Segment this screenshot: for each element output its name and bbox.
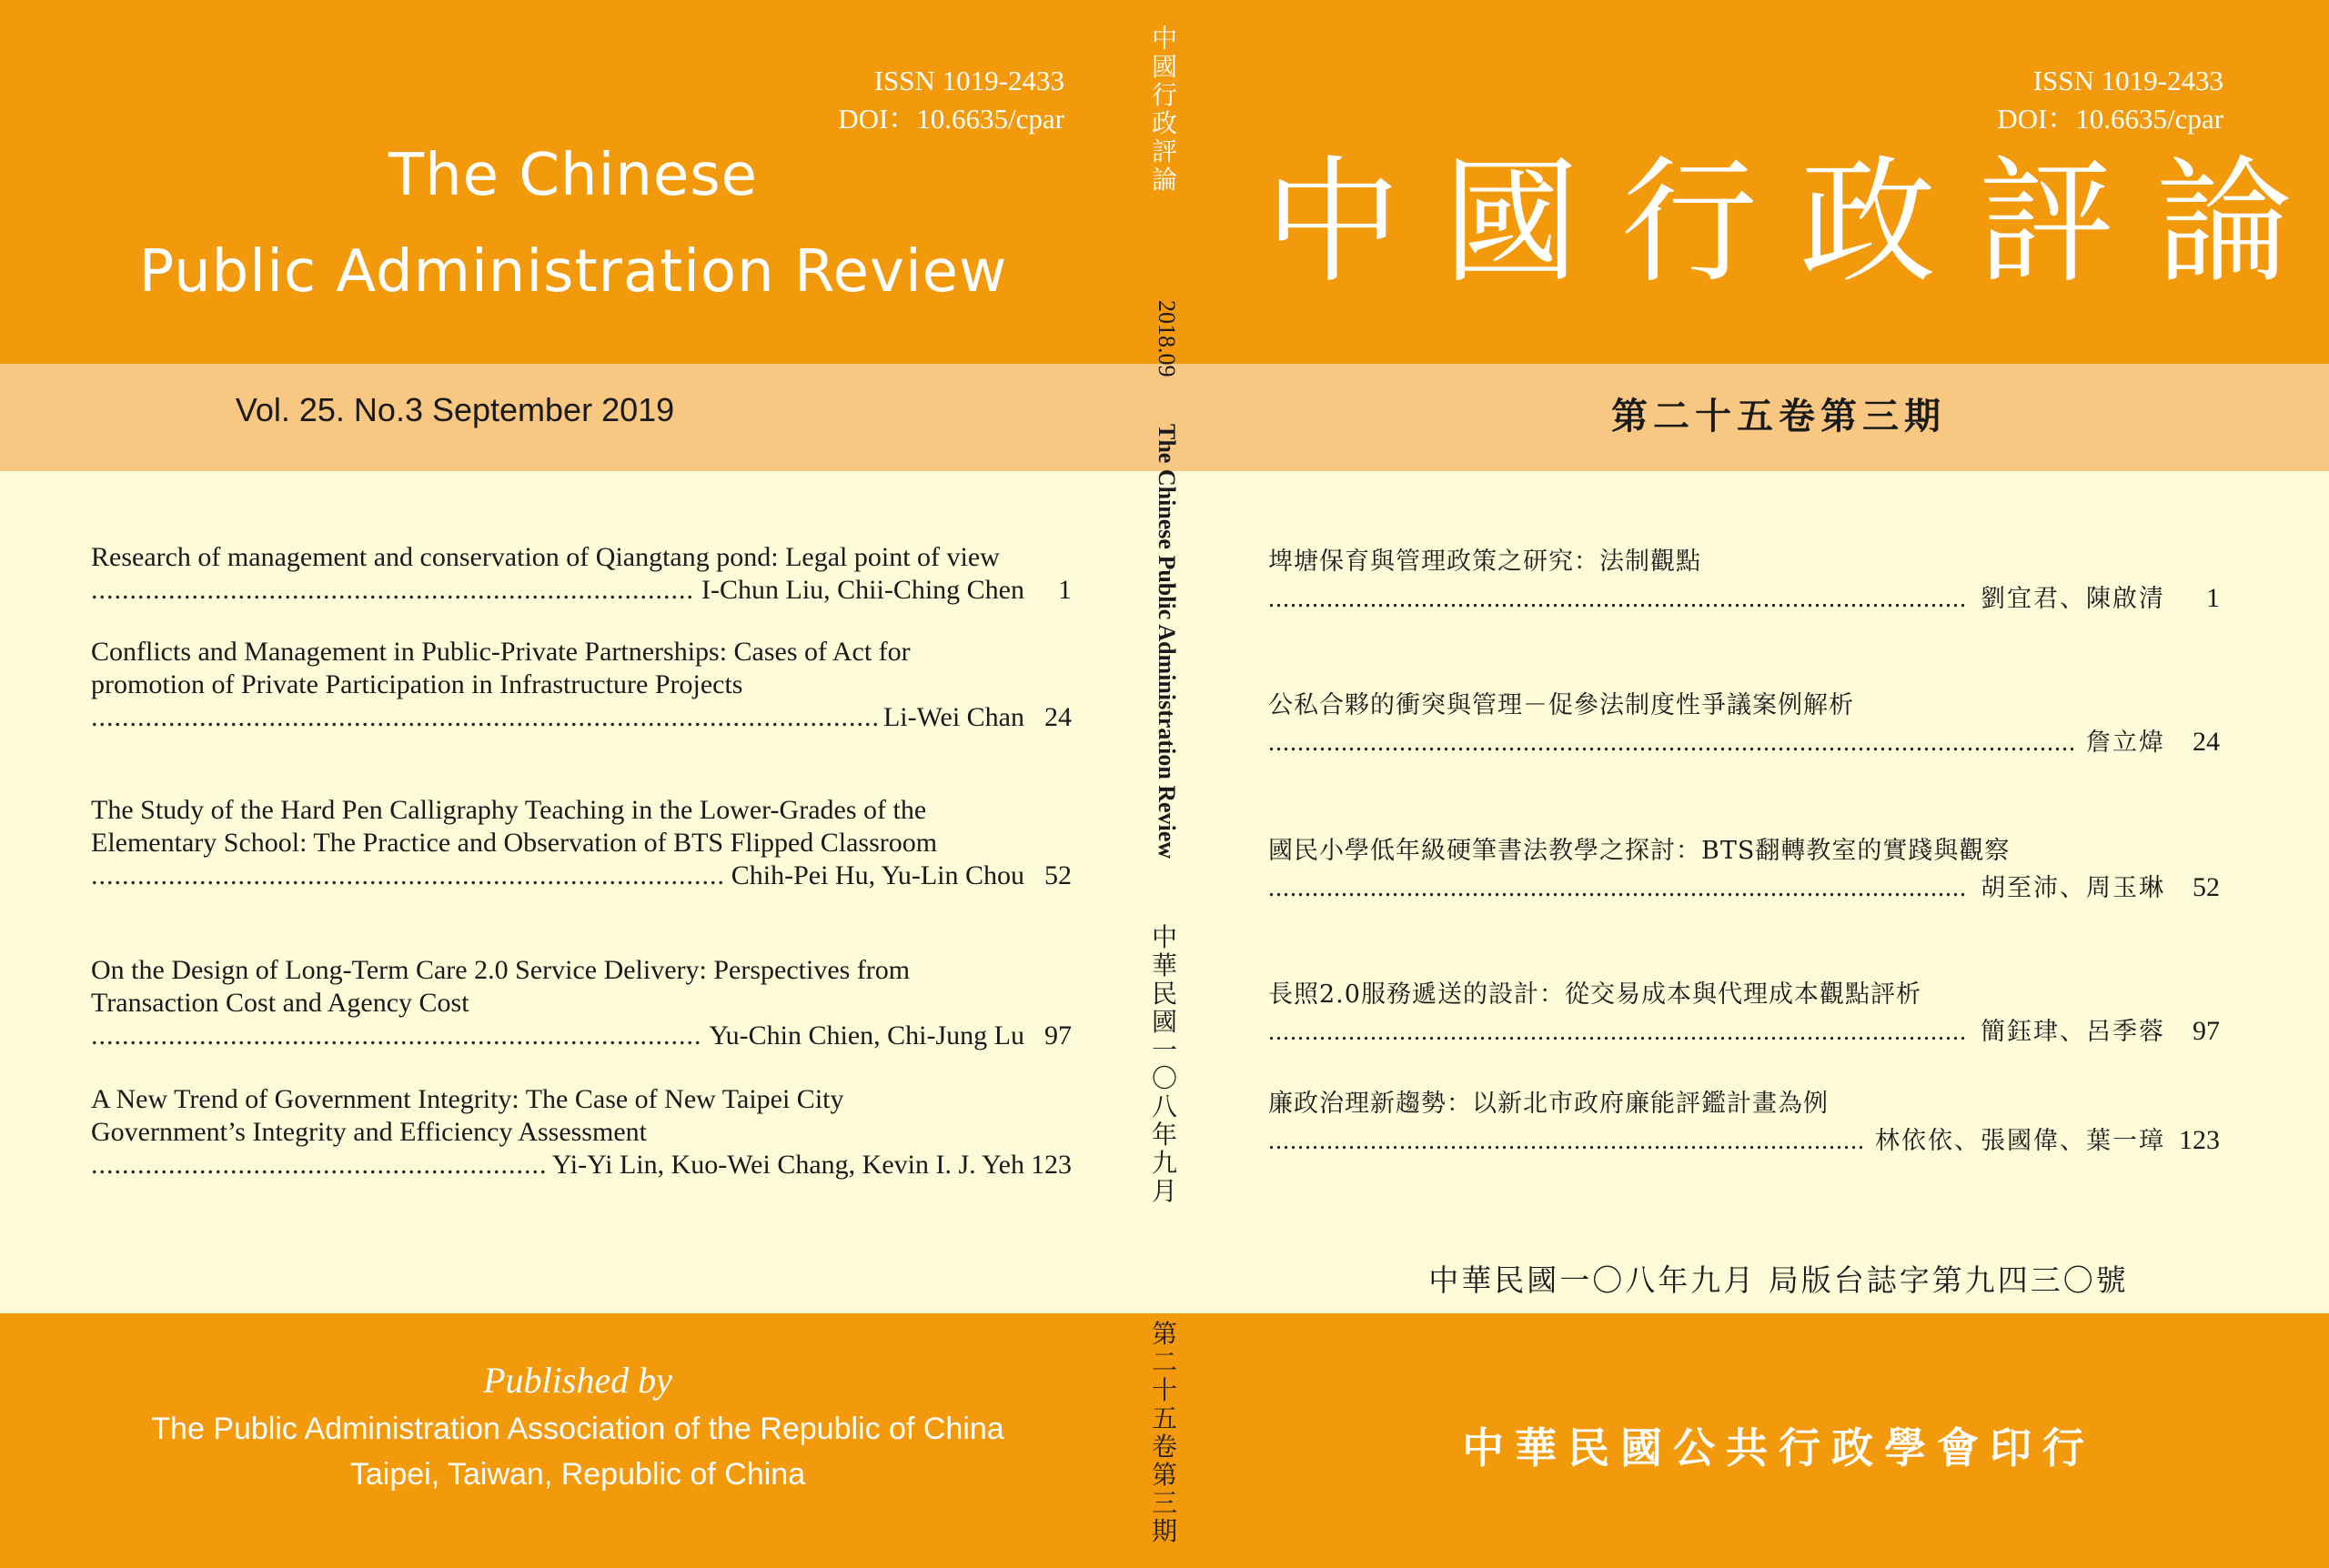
toc-page: 24 (2193, 727, 2220, 757)
toc-title-line: 公私合夥的衝突與管理－促參法制度性爭議案例解析 (1268, 691, 1854, 719)
dot-leader (1268, 870, 1968, 907)
toc-title-line: Conflicts and Management in Public-Private Partnerships: Cases of Act for (91, 637, 911, 667)
title-char: 評 (1977, 144, 2114, 302)
spine-date-char: 一 (1151, 1037, 1177, 1065)
toc-page: 97 (2193, 1016, 2220, 1046)
chinese-volume-label: 第二十五卷第三期 (1611, 395, 1946, 437)
toc-title-line: On the Design of Long-Term Care 2.0 Service Delivery: Perspectives from (91, 955, 911, 985)
spine-date-char: 中 (1151, 924, 1177, 952)
english-title-line1: The Chinese (388, 142, 759, 209)
toc-leader (91, 1020, 1072, 1052)
front-doi: DOI：10.6635/cpar (1997, 103, 2223, 135)
toc-title-line: Government’s Integrity and Efficiency Assessment (91, 1117, 647, 1147)
dot-leader (1268, 1123, 1862, 1160)
spine-volume-char: 十 (1151, 1377, 1177, 1405)
spine-title-en: The Chinese Public Administration Review (1154, 424, 1180, 859)
toc-page: 24 (1044, 702, 1072, 732)
toc-authors: 林依依、張國偉、葉一璋 (1875, 1127, 2165, 1155)
front-cover (1228, 0, 2329, 1568)
toc-title-line: Transaction Cost and Agency Cost (91, 988, 469, 1018)
spine-date-char: 八 (1151, 1093, 1177, 1121)
spine-title-char: 國 (1151, 54, 1177, 82)
toc-leader (91, 701, 1072, 734)
toc-page: 123 (1031, 1150, 1072, 1180)
toc-authors: Yu-Chin Chien, Chi-Jung Lu (709, 1020, 1024, 1050)
title-char: 中 (1265, 144, 1402, 302)
spine-date-char: 國 (1151, 1009, 1177, 1037)
published-by: Published by (483, 1360, 672, 1401)
back-doi: DOI：10.6635/cpar (838, 103, 1064, 135)
toc-title-line: A New Trend of Government Integrity: The Case of New Taipei City (91, 1084, 844, 1114)
toc-entry-en (91, 1083, 1072, 1181)
title-char: 國 (1442, 144, 1579, 302)
front-issn-block (1997, 62, 2223, 138)
toc-title-line: The Study of the Hard Pen Calligraphy Teaching in the Lower-Grades of the (91, 795, 927, 825)
spine-volume-char: 五 (1151, 1405, 1177, 1433)
english-volume-label: Vol. 25. No.3 September 2019 (235, 391, 675, 428)
spine-title-char: 政 (1151, 110, 1177, 138)
spine-title-char: 行 (1151, 82, 1177, 110)
dot-leader (1268, 581, 1968, 618)
spine-date-char: 民 (1151, 980, 1177, 1009)
toc-entry-en (91, 636, 1072, 734)
toc-authors: I-Chun Liu, Chii-Ching Chen (701, 575, 1024, 605)
toc-leader (1268, 1122, 2220, 1160)
publisher-location-en: Taipei, Taiwan, Republic of China (349, 1457, 806, 1492)
english-publisher-block (0, 1355, 1155, 1497)
spine-date-char: 〇 (1151, 1065, 1177, 1093)
spine-volume-char: 卷 (1151, 1433, 1177, 1462)
toc-leader (91, 859, 1072, 892)
toc-title-line: 長照2.0服務遞送的設計：從交易成本與代理成本觀點評析 (1268, 980, 1921, 1009)
spine-date-char: 九 (1151, 1150, 1177, 1178)
toc-leader (1268, 869, 2220, 907)
spine-volume-char: 期 (1151, 1518, 1177, 1546)
spine-title-char: 論 (1151, 166, 1177, 195)
toc-page: 1 (2206, 583, 2220, 613)
spine-title-cn (1128, 25, 1201, 195)
english-journal-title (0, 127, 1146, 320)
toc-authors: 詹立煒 (2086, 729, 2165, 757)
toc-authors: Yi-Yi Lin, Kuo-Wei Chang, Kevin I. J. Yeh (551, 1150, 1024, 1180)
dot-leader (91, 1020, 703, 1052)
title-char: 論 (2155, 144, 2293, 302)
spine-date-cn (1128, 924, 1201, 1206)
toc-entry-en (91, 794, 1072, 892)
toc-entry-en (91, 541, 1072, 607)
toc-leader (1268, 724, 2220, 761)
spine-date-char: 月 (1151, 1178, 1177, 1206)
toc-entry-cn (1268, 977, 2220, 1050)
toc-entry-cn (1268, 544, 2220, 618)
toc-title-line: 廉政治理新趨勢：以新北市政府廉能評鑑計畫為例 (1268, 1090, 1829, 1118)
toc-title-line: Research of management and conservation of Qiangtang pond: Legal point of view (91, 542, 1000, 572)
toc-title-line: 國民小學低年級硬筆書法教學之探討：BTS翻轉教室的實踐與觀察 (1268, 837, 2011, 865)
spine-volume-char: 三 (1151, 1490, 1177, 1518)
spine (1128, 0, 1201, 1568)
title-char: 行 (1620, 144, 1758, 302)
spine-title-char: 中 (1151, 25, 1177, 54)
spine-volume-char: 第 (1151, 1321, 1177, 1349)
toc-leader (91, 1149, 1072, 1181)
chinese-journal-title (1265, 146, 2293, 300)
toc-entry-cn (1268, 833, 2220, 907)
toc-entry-en (91, 954, 1072, 1052)
toc-title-line: Elementary School: The Practice and Observation of BTS Flipped Classroom (91, 828, 938, 858)
toc-title-line: promotion of Private Participation in Infrastructure Projects (91, 669, 743, 699)
spine-volume-char: 第 (1151, 1462, 1177, 1490)
toc-authors: Chih-Pei Hu, Yu-Lin Chou (731, 860, 1024, 890)
toc-page: 52 (2193, 872, 2220, 902)
publisher-name-en: The Public Administration Association of the Republic of China (151, 1412, 1004, 1446)
spine-date-char: 年 (1151, 1121, 1177, 1150)
dot-leader (91, 574, 696, 607)
english-title-line2: Public Administration Review (138, 238, 1008, 306)
front-issn: ISSN 1019-2433 (2032, 65, 2223, 96)
spine-volume-cn (1128, 1321, 1201, 1546)
dot-leader (91, 859, 726, 892)
imprint-line: 中華民國一〇八年九月 局版台誌字第九四三〇號 (1428, 1262, 2129, 1298)
dot-leader (91, 701, 878, 734)
back-cover (0, 0, 1110, 1568)
back-issn: ISSN 1019-2433 (873, 65, 1064, 96)
toc-leader (91, 574, 1072, 607)
toc-authors: 劉宜君、陳啟清 (1981, 585, 2165, 613)
toc-leader (1268, 580, 2220, 618)
dot-leader (91, 1149, 547, 1181)
toc-entry-cn (1268, 688, 2220, 761)
spine-date: 2018.09 (1154, 300, 1180, 377)
toc-page: 52 (1044, 860, 1072, 890)
toc-entry-cn (1268, 1086, 2220, 1160)
spine-volume-char: 二 (1151, 1349, 1177, 1377)
dot-leader (1268, 1014, 1968, 1050)
toc-page: 123 (2179, 1125, 2220, 1155)
spine-title-char: 評 (1151, 138, 1177, 166)
chinese-publisher: 中華民國公共行政學會印行 (1462, 1423, 2095, 1473)
toc-page: 97 (1044, 1020, 1072, 1050)
toc-title-line: 埤塘保育與管理政策之研究：法制觀點 (1268, 548, 1701, 576)
toc-page: 1 (1058, 575, 1072, 605)
toc-authors: 胡至沛、周玉琳 (1981, 874, 2165, 902)
toc-leader (1268, 1013, 2220, 1050)
toc-authors: 簡鈺珒、呂季蓉 (1981, 1018, 2165, 1046)
spine-date-char: 華 (1151, 952, 1177, 980)
dot-leader (1268, 725, 2073, 761)
title-char: 政 (1799, 144, 1936, 302)
toc-authors: Li-Wei Chan (882, 702, 1024, 732)
